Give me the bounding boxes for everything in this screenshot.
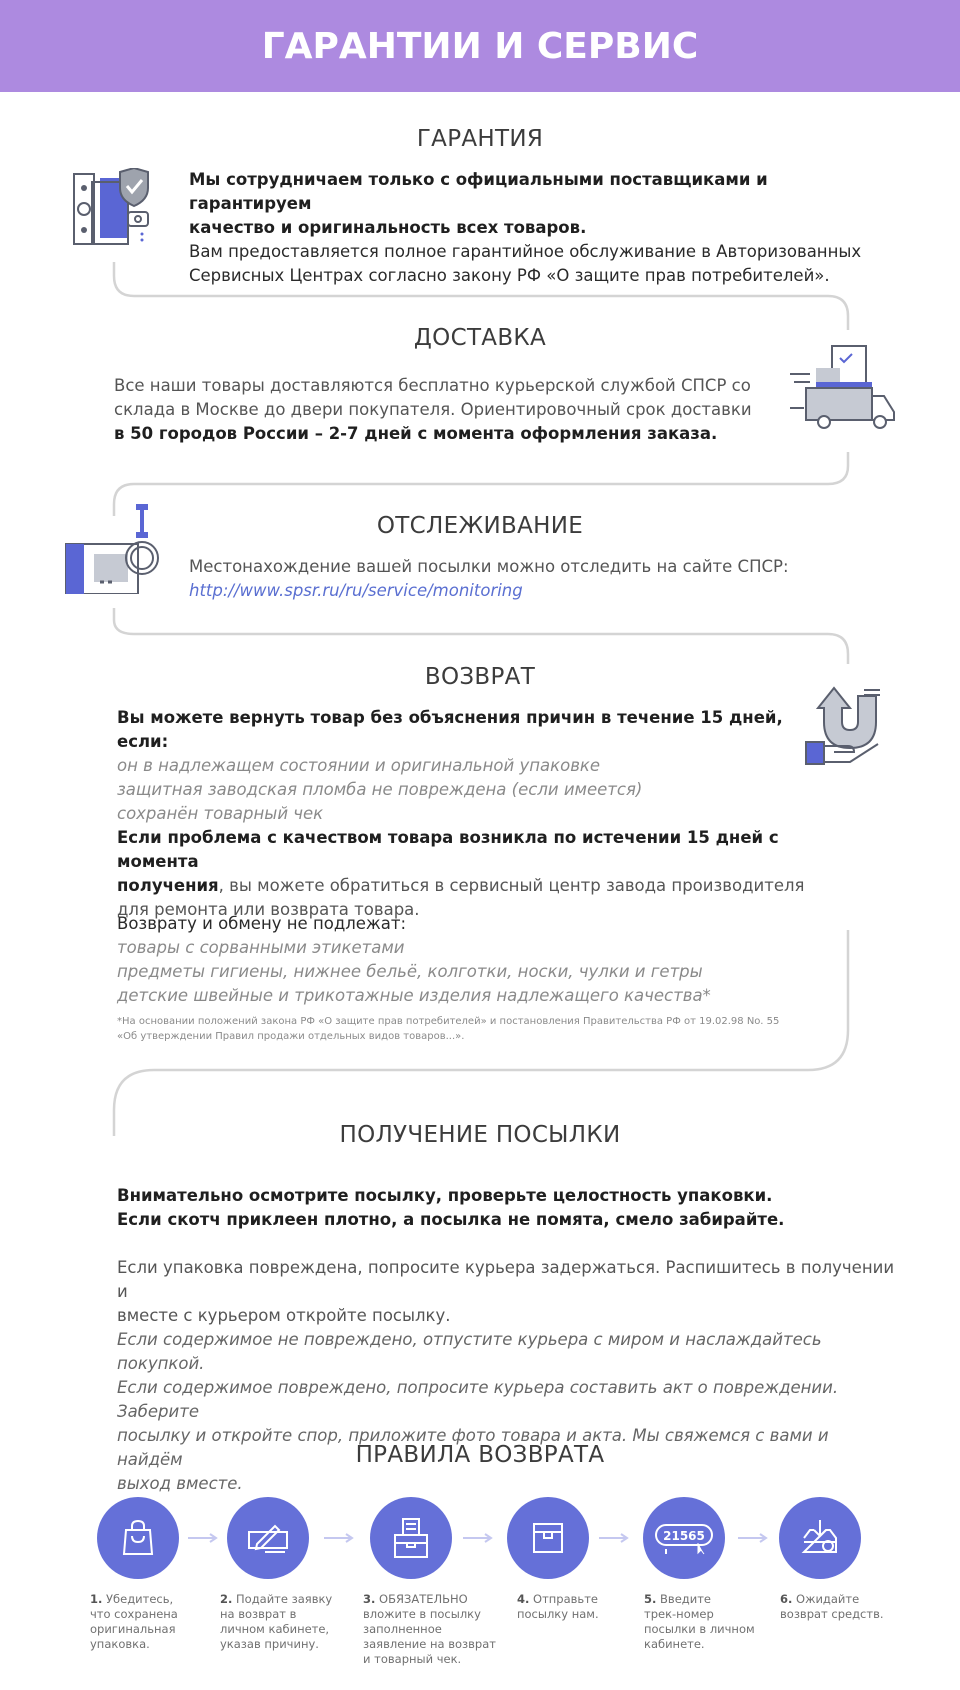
receiving-bold-block bbox=[117, 1184, 877, 1232]
returns-excluded-item: товары с сорванными этикетами bbox=[117, 938, 405, 957]
step-arrow-icon bbox=[188, 1533, 218, 1543]
step-3-text bbox=[363, 1592, 503, 1667]
step-arrow-icon bbox=[463, 1533, 493, 1543]
tracking-link[interactable]: http://www.spsr.ru/ru/service/monitoring bbox=[189, 581, 523, 600]
receiving-line4: вместе с курьером откройте посылку. bbox=[117, 1306, 451, 1325]
step-number: 3. bbox=[363, 1592, 376, 1606]
returns-condition: защитная заводская пломба не повреждена (если имеется) bbox=[117, 780, 643, 799]
tracking-map-pin-icon bbox=[64, 502, 164, 598]
receiving-ital6: Если содержимое повреждено, попросите курьера составить акт о повреждении. Заберите bbox=[117, 1378, 839, 1421]
step-line: личном кабинете, bbox=[220, 1622, 330, 1636]
parcel-box-icon bbox=[528, 1518, 568, 1558]
receiving-bold1: Внимательно осмотрите посылку, проверьте целостность упаковки. bbox=[117, 1186, 773, 1205]
returns-excluded-block bbox=[117, 912, 847, 1008]
returns-title: ВОЗВРАТ bbox=[424, 664, 536, 690]
returns-footnote bbox=[117, 1014, 837, 1044]
refund-tray-icon bbox=[800, 1518, 840, 1558]
step-4-circle bbox=[507, 1497, 589, 1579]
warranty-title: ГАРАНТИЯ bbox=[416, 126, 544, 152]
step-line: Подайте заявку bbox=[236, 1592, 333, 1606]
step-line: и товарный чек. bbox=[363, 1652, 462, 1666]
document-in-box-icon bbox=[391, 1517, 431, 1559]
step-1-circle bbox=[97, 1497, 179, 1579]
step-line: посылку нам. bbox=[517, 1607, 599, 1621]
delivery-truck-icon bbox=[788, 342, 896, 434]
step-number: 2. bbox=[220, 1592, 233, 1606]
pencil-form-icon bbox=[245, 1518, 291, 1558]
returns-condition: сохранён товарный чек bbox=[117, 804, 324, 823]
warranty-bold-line2: качество и оригинальность всех товаров. bbox=[189, 218, 587, 237]
step-line: оригинальная bbox=[90, 1622, 176, 1636]
step-5-circle bbox=[643, 1497, 725, 1579]
header-banner bbox=[0, 0, 960, 92]
returns-excluded-item: предметы гигиены, нижнее бельё, колготки, носки, чулки и гетры bbox=[117, 962, 703, 981]
returns-excluded-title: Возврату и обмену не подлежат: bbox=[117, 914, 407, 933]
warranty-shield-icon bbox=[72, 168, 158, 252]
returns-quality-rest2: , вы можете обратиться в сервисный центр завода производителя bbox=[218, 876, 805, 895]
step-arrow-icon bbox=[324, 1533, 354, 1543]
delivery-line1: Все наши товары доставляются бесплатно курьерской службой СПСР со bbox=[114, 376, 751, 395]
delivery-text bbox=[114, 374, 754, 446]
step-line: на возврат в bbox=[220, 1607, 297, 1621]
page-title: ГАРАНТИИ И СЕРВИС bbox=[261, 25, 699, 67]
step-line: вложите в посылку bbox=[363, 1607, 481, 1621]
delivery-title: ДОСТАВКА bbox=[413, 325, 547, 351]
step-number: 5. bbox=[644, 1592, 657, 1606]
step-line: Отправьте bbox=[533, 1592, 598, 1606]
step-line: посылки в личном bbox=[644, 1622, 755, 1636]
return-rules-title: ПРАВИЛА ВОЗВРАТА bbox=[355, 1442, 605, 1468]
track-number-badge: 21565 bbox=[663, 1529, 705, 1543]
returns-condition: он в надлежащем состоянии и оригинальной упаковке bbox=[117, 756, 601, 775]
step-arrow-icon bbox=[738, 1533, 768, 1543]
receiving-ital7: посылку и откройте спор, приложите фото товара и акта. Мы свяжемся с вами и найдём bbox=[117, 1426, 829, 1469]
track-number-icon bbox=[654, 1521, 714, 1555]
step-number: 4. bbox=[517, 1592, 530, 1606]
warranty-line4: Сервисных Центрах согласно закону РФ «О защите прав потребителей». bbox=[189, 266, 830, 285]
step-line: Ожидайте bbox=[796, 1592, 860, 1606]
delivery-bold-line3: в 50 городов России – 2-7 дней с момента оформления заказа. bbox=[114, 424, 718, 443]
step-line: заявление на возврат bbox=[363, 1637, 496, 1651]
warranty-line3: Вам предоставляется полное гарантийное обслуживание в Авторизованных bbox=[189, 242, 862, 261]
delivery-line2: склада в Москве до двери покупателя. Ориентировочный срок доставки bbox=[114, 400, 752, 419]
returns-quality-line1: Если проблема с качеством товара возникла по истечении 15 дней с момента bbox=[117, 828, 779, 871]
returns-quality-bold2: получения bbox=[117, 876, 219, 895]
warranty-bold-line1: Мы сотрудничаем только с официальными поставщиками и гарантируем bbox=[189, 170, 768, 213]
warranty-text bbox=[189, 168, 889, 288]
step-line: упаковка. bbox=[90, 1637, 150, 1651]
step-5-text bbox=[644, 1592, 784, 1652]
returns-quality-block bbox=[117, 826, 847, 922]
step-1-text bbox=[90, 1592, 233, 1652]
returns-footnote-line2: «Об утверждении Правил продажи отдельных видов товаров...». bbox=[117, 1031, 465, 1042]
tracking-line1: Местонахождение вашей посылки можно отследить на сайте СПСР: bbox=[189, 557, 789, 576]
receiving-ital5: Если содержимое не повреждено, отпустите курьера с миром и наслаждайтесь покупкой. bbox=[117, 1330, 822, 1373]
step-6-text bbox=[780, 1592, 910, 1622]
step-line: указав причину. bbox=[220, 1637, 319, 1651]
step-line: кабинете. bbox=[644, 1637, 705, 1651]
receiving-ital8: выход вместе. bbox=[117, 1474, 243, 1493]
receiving-line3: Если упаковка повреждена, попросите курьера задержаться. Распишитесь в получении и bbox=[117, 1258, 895, 1301]
step-arrow-icon bbox=[599, 1533, 629, 1543]
step-4-text bbox=[517, 1592, 657, 1622]
step-number: 6. bbox=[780, 1592, 793, 1606]
step-line: заполненное bbox=[363, 1622, 442, 1636]
shopping-bag-icon bbox=[118, 1518, 158, 1558]
receiving-bold2: Если скотч приклеен плотно, а посылка не помята, смело забирайте. bbox=[117, 1210, 785, 1229]
step-number: 1. bbox=[90, 1592, 103, 1606]
receiving-title: ПОЛУЧЕНИЕ ПОСЫЛКИ bbox=[339, 1122, 621, 1148]
step-3-circle bbox=[370, 1497, 452, 1579]
returns-intro: Вы можете вернуть товар без объяснения причин в течение 15 дней, если: bbox=[117, 708, 783, 751]
returns-conditions-block bbox=[117, 706, 817, 826]
step-6-circle bbox=[779, 1497, 861, 1579]
step-2-circle bbox=[227, 1497, 309, 1579]
step-line: что сохранена bbox=[90, 1607, 178, 1621]
tracking-text bbox=[189, 555, 849, 603]
returns-footnote-line1: *На основании положений закона РФ «О защите прав потребителей» и постановления Правительства РФ от 19.02.98 No. 55 bbox=[117, 1016, 780, 1027]
step-line: возврат средств. bbox=[780, 1607, 884, 1621]
step-line: ОБЯЗАТЕЛЬНО bbox=[379, 1592, 468, 1606]
step-2-text bbox=[220, 1592, 360, 1652]
tracking-title: ОТСЛЕЖИВАНИЕ bbox=[376, 513, 584, 539]
step-line: трек-номер bbox=[644, 1607, 714, 1621]
returns-quality-line3: для ремонта или возврата товара. bbox=[117, 900, 420, 919]
step-line: Убедитесь, bbox=[106, 1592, 174, 1606]
returns-excluded-item: детские швейные и трикотажные изделия надлежащего качества* bbox=[117, 986, 711, 1005]
step-line: Введите bbox=[660, 1592, 711, 1606]
